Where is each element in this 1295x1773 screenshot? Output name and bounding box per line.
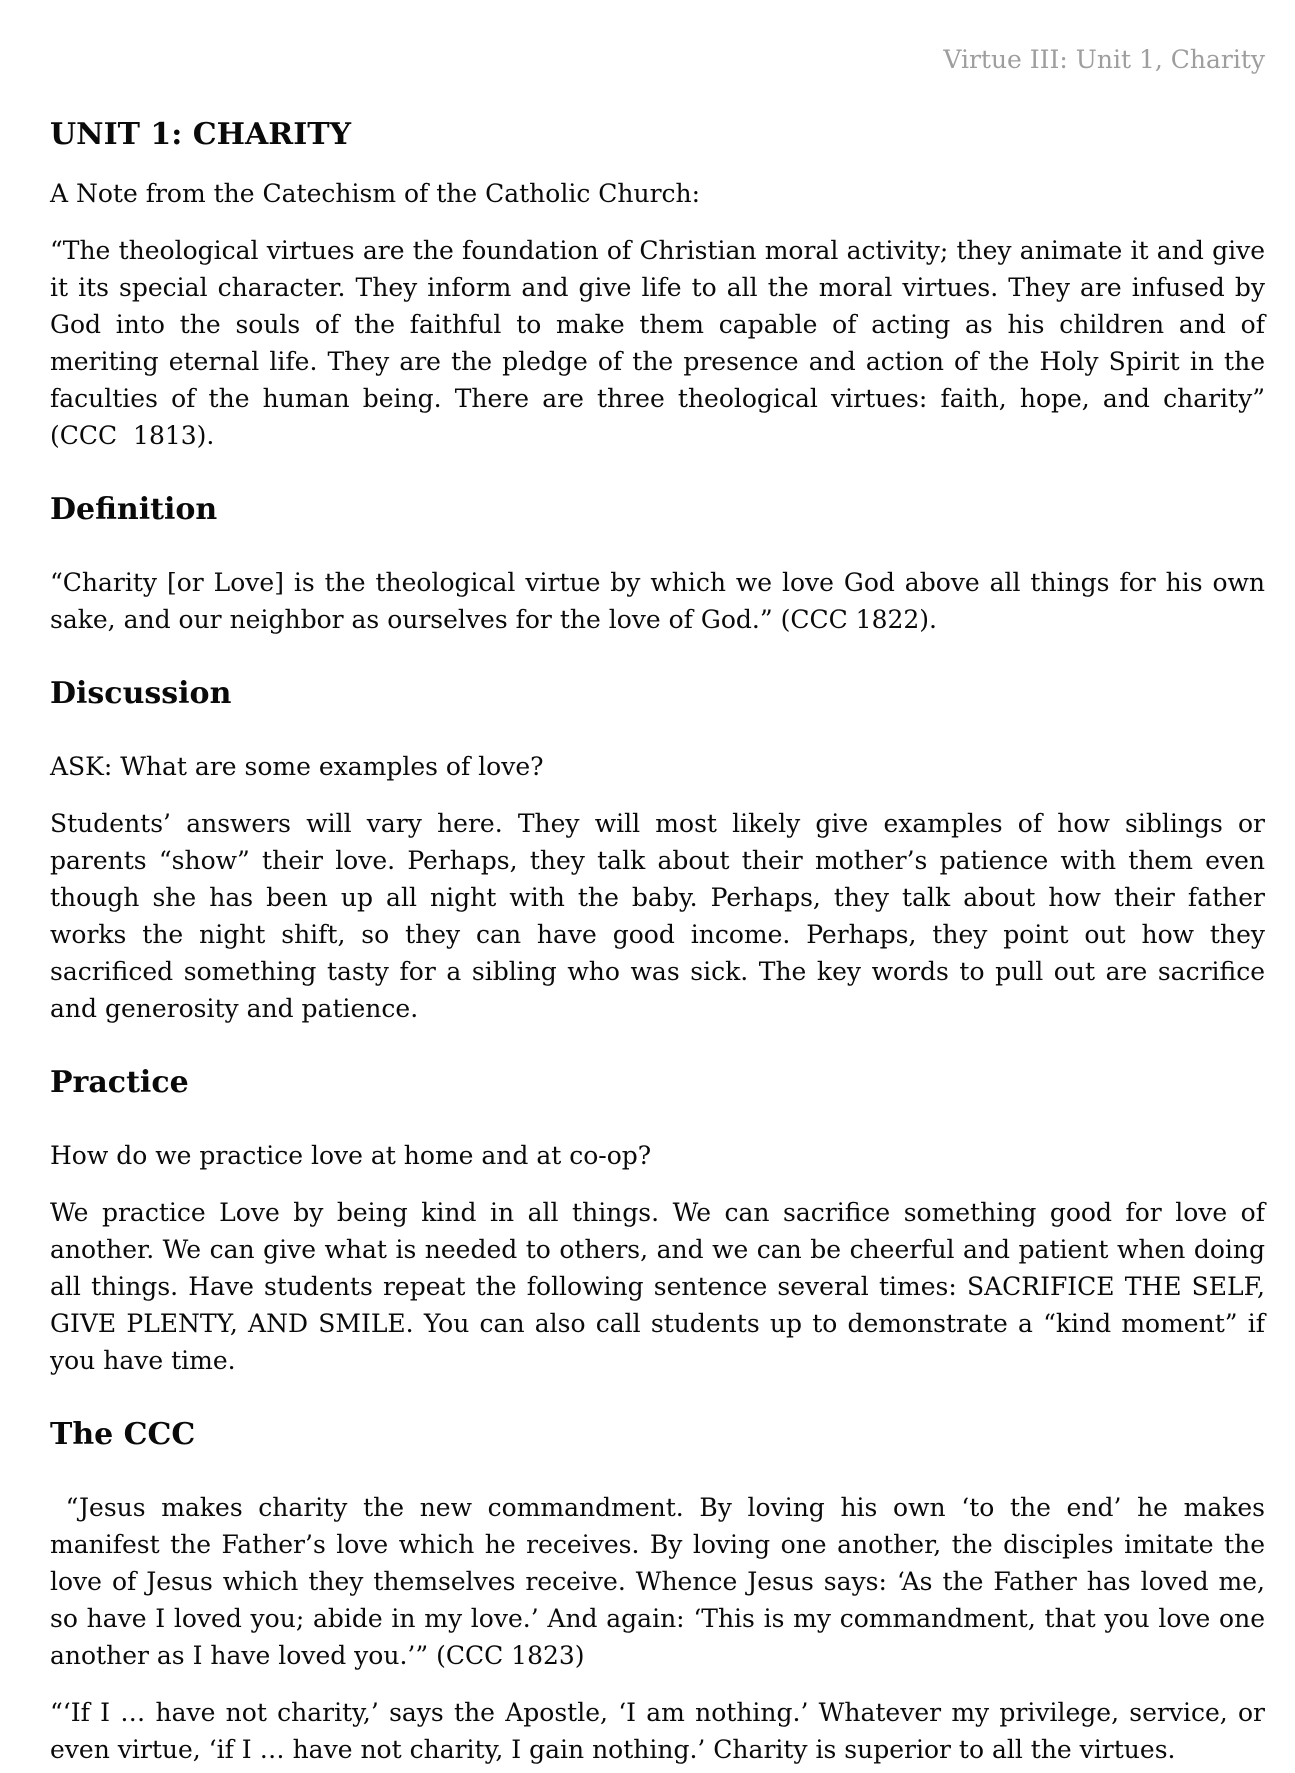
- section-heading-discussion: Discussion: [50, 676, 232, 711]
- ccc-quote-1823-paragraph: “Jesus makes charity the new commandment. By loving his own ‘to the end’ he makes manifest the Father’s love which he receives. By loving one another, the disciples imitate the love of Jesus which they themselves receive. Whence Jesus says: ‘As the Father has loved me, so have I loved you; abide in my love.’ And again: ‘This is my commandment, that you love one another as I have loved you.’” (CCC 1823): [50, 1493, 1273, 1670]
- section-heading-practice: Practice: [50, 1065, 189, 1100]
- discussion-ask-line: ASK: What are some examples of love?: [50, 752, 544, 781]
- section-heading-the-ccc: The CCC: [50, 1417, 196, 1452]
- practice-body-paragraph: We practice Love by being kind in all things. We can sacrifice something good for love of another. We can give what is needed to others, and we can be cheerful and patient when doing all things. Have students repeat the following sentence several times: SACRIFICE THE SELF, GIVE PLENTY, AND SMILE. You can also call students up to demonstrate a “kind moment” if you have time.: [50, 1198, 1273, 1375]
- note-line: A Note from the Catechism of the Catholic Church:: [50, 179, 701, 208]
- definition-paragraph: “Charity [or Love] is the theological virtue by which we love God above all things for his own sake, and our neighbor as ourselves for the love of God.” (CCC 1822).: [50, 568, 1273, 634]
- ccc-quote-apostle-paragraph: “‘If I … have not charity,’ says the Apostle, ‘I am nothing.’ Whatever my privilege, service, or even virtue, ‘if I … have not charity, I gain nothing.’ Charity is superior to all the virtues.: [50, 1698, 1273, 1764]
- running-header: Virtue III: Unit 1, Charity: [943, 45, 1265, 74]
- discussion-body-paragraph: Students’ answers will vary here. They will most likely give examples of how siblings or parents “show” their love. Perhaps, they talk about their mother’s patience with them even though she has been up all night with the baby. Perhaps, they talk about how their father works the night shift, so they can have good income. Perhaps, they point out how they sacrificed something tasty for a sibling who was sick. The key words to pull out are sacrifice and generosity and patience.: [50, 809, 1273, 1023]
- practice-question-line: How do we practice love at home and at co-op?: [50, 1141, 652, 1170]
- section-heading-definition: Definition: [50, 492, 218, 527]
- page-title: UNIT 1: CHARITY: [50, 117, 351, 152]
- catechism-quote-1813-paragraph: “The theological virtues are the foundation of Christian moral activity; they animate it and give it its special character. They inform and give life to all the moral virtues. They are infused by God into the souls of the faithful to make them capable of acting as his children and of meriting eternal life. They are the pledge of the presence and action of the Holy Spirit in the faculties of the human being. There are three theological virtues: faith, hope, and charity” (CCC 1813).: [50, 236, 1273, 450]
